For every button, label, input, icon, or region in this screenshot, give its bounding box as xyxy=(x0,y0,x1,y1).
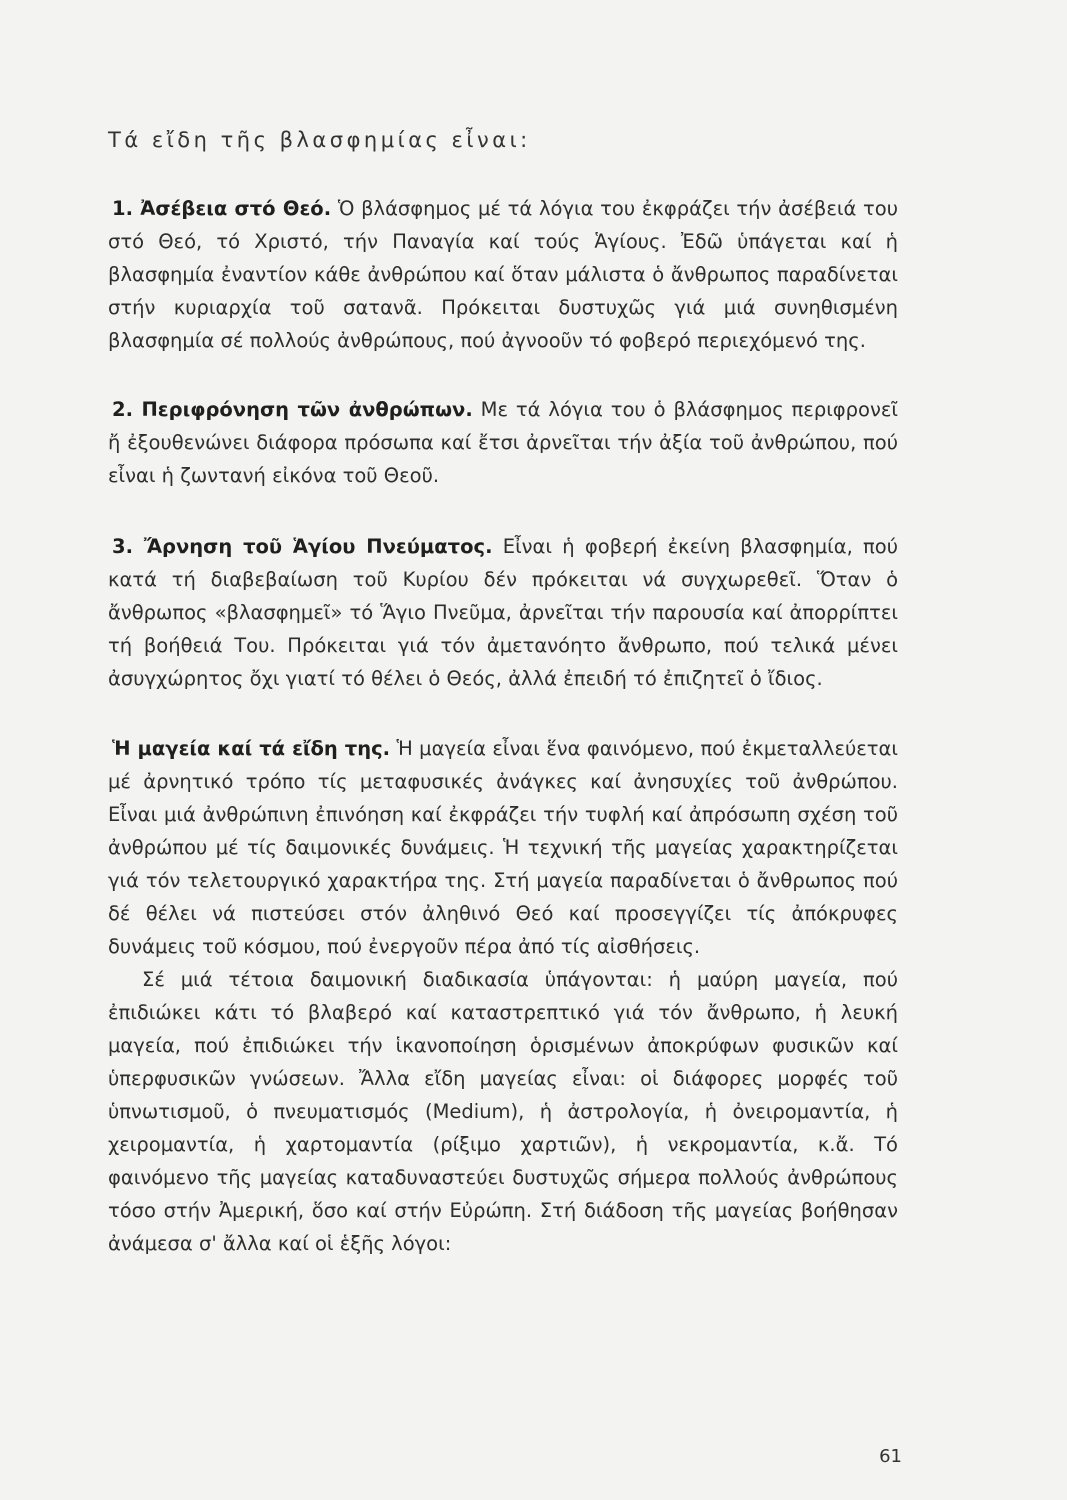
section-asebeia xyxy=(108,192,898,357)
section-heading: 1. Ἀσέβεια στό Θεό. xyxy=(112,197,332,220)
section-heading: 2. Περιφρόνηση τῶν ἀνθρώπων. xyxy=(112,398,473,421)
page-number: 61 xyxy=(879,1446,902,1467)
intro-line: Τά εἴδη τῆς βλασφημίας εἶναι: xyxy=(108,128,531,152)
section-text: Ὁ βλάσφημος μέ τά λόγια του ἐκφράζει τήν ἀσέβειά του στό Θεό, τό Χριστό, τήν Παναγία καί τούς Ἁγίους. Ἐδῶ ὑπάγεται καί ἡ βλασφημία ἐναντίον κάθε ἀνθρώπου καί ὅταν μάλιστα ὁ ἄνθρωπος παραδίνεται στήν κυριαρχία τοῦ σατανᾶ. Πρόκειται δυστυχῶς γιά μιά συνηθισμένη βλασφημία σέ πολλούς ἀνθρώπους, πού ἀγνοοῦν τό φοβερό περιεχόμενό της. xyxy=(108,197,898,352)
section-text: Ἡ μαγεία εἶναι ἕνα φαινόμενο, πού ἐκμεταλλεύεται μέ ἀρνητικό τρόπο τίς μεταφυσικές ἀνάγκες καί ἀνησυχίες τοῦ ἀνθρώπου. Εἶναι μιά ἀνθρώπινη ἐπινόηση καί ἐκφράζει τήν τυφλή καί ἀπρόσωπη σχέση τοῦ ἀνθρώπου μέ τίς δαιμονικές δυνάμεις. Ἡ τεχνική τῆς μαγείας χαρακτηρίζεται γιά τόν τελετουργικό χαρακτήρα της. Στή μαγεία παραδίνεται ὁ ἄνθρωπος πού δέ θέλει νά πιστεύσει στόν ἀληθινό Θεό καί προσεγγίζει τίς ἀπόκρυφες δυνάμεις τοῦ κόσμου, πού ἐνεργοῦν πέρα ἀπό τίς αἰσθήσεις. xyxy=(108,737,899,958)
section-arnisi xyxy=(108,530,898,695)
final-paragraph: Σέ μιά τέτοια δαιμονική διαδικασία ὑπάγονται: ἡ μαύρη μαγεία, πού ἐπιδιώκει κάτι τό βλαβερό καί καταστρεπτικό γιά τόν ἄνθρωπο, ἡ λευκή μαγεία, πού ἐπιδιώκει τήν ἱκανοποίηση ὁρισμένων ἀποκρύφων φυσικῶν καί ὑπερφυσικῶν γνώσεων. Ἄλλα εἴδη μαγείας εἶναι: οἱ διάφορες μορφές τοῦ ὑπνωτισμοῦ, ὁ πνευματισμός (Medium), ἡ ἀστρολογία, ἡ ὀνειρομαντία, ἡ χειρομαντία, ἡ χαρτομαντία (ρίξιμο χαρτιῶν), ἡ νεκρομαντία, κ.ἄ. Τό φαινόμενο τῆς μαγείας καταδυναστεύει δυστυχῶς σήμερα πολλούς ἀνθρώπους τόσο στήν Ἀμερική, ὅσο καί στήν Εὐρώπη. Στή διάδοση τῆς μαγείας βοήθησαν ἀνάμεσα σ' ἄλλα καί οἱ ἑξῆς λόγοι: xyxy=(108,968,898,1255)
section-perifronisi xyxy=(108,393,898,492)
section-heading: 3. Ἄρνηση τοῦ Ἁγίου Πνεύματος. xyxy=(112,535,493,558)
section-mageia xyxy=(108,732,898,963)
section-text: Εἶναι ἡ φοβερή ἐκείνη βλασφημία, πού κατά τή διαβεβαίωση τοῦ Κυρίου δέν πρόκειται νά συγχωρεθεῖ. Ὅταν ὁ ἄνθρωπος «βλασφημεῖ» τό Ἅγιο Πνεῦμα, ἀρνεῖται τήν παρουσία καί ἀπορρίπτει τή βοήθειά Του. Πρόκειται γιά τόν ἀμετανόητο ἄνθρωπο, πού τελικά μένει ἀσυγχώρητος ὄχι γιατί τό θέλει ὁ Θεός, ἀλλά ἐπειδή τό ἐπιζητεῖ ὁ ἴδιος. xyxy=(108,535,898,690)
section-heading: Ἡ μαγεία καί τά εἴδη της. xyxy=(112,737,391,760)
section-text: Με τά λόγια του ὁ βλάσφημος περιφρονεῖ ἤ ἐξουθενώνει διάφορα πρόσωπα καί ἔτσι ἀρνεῖται τήν ἀξία τοῦ ἀνθρώπου, πού εἶναι ἡ ζωντανή εἰκόνα τοῦ Θεοῦ. xyxy=(108,398,899,487)
body-text xyxy=(108,192,898,1260)
